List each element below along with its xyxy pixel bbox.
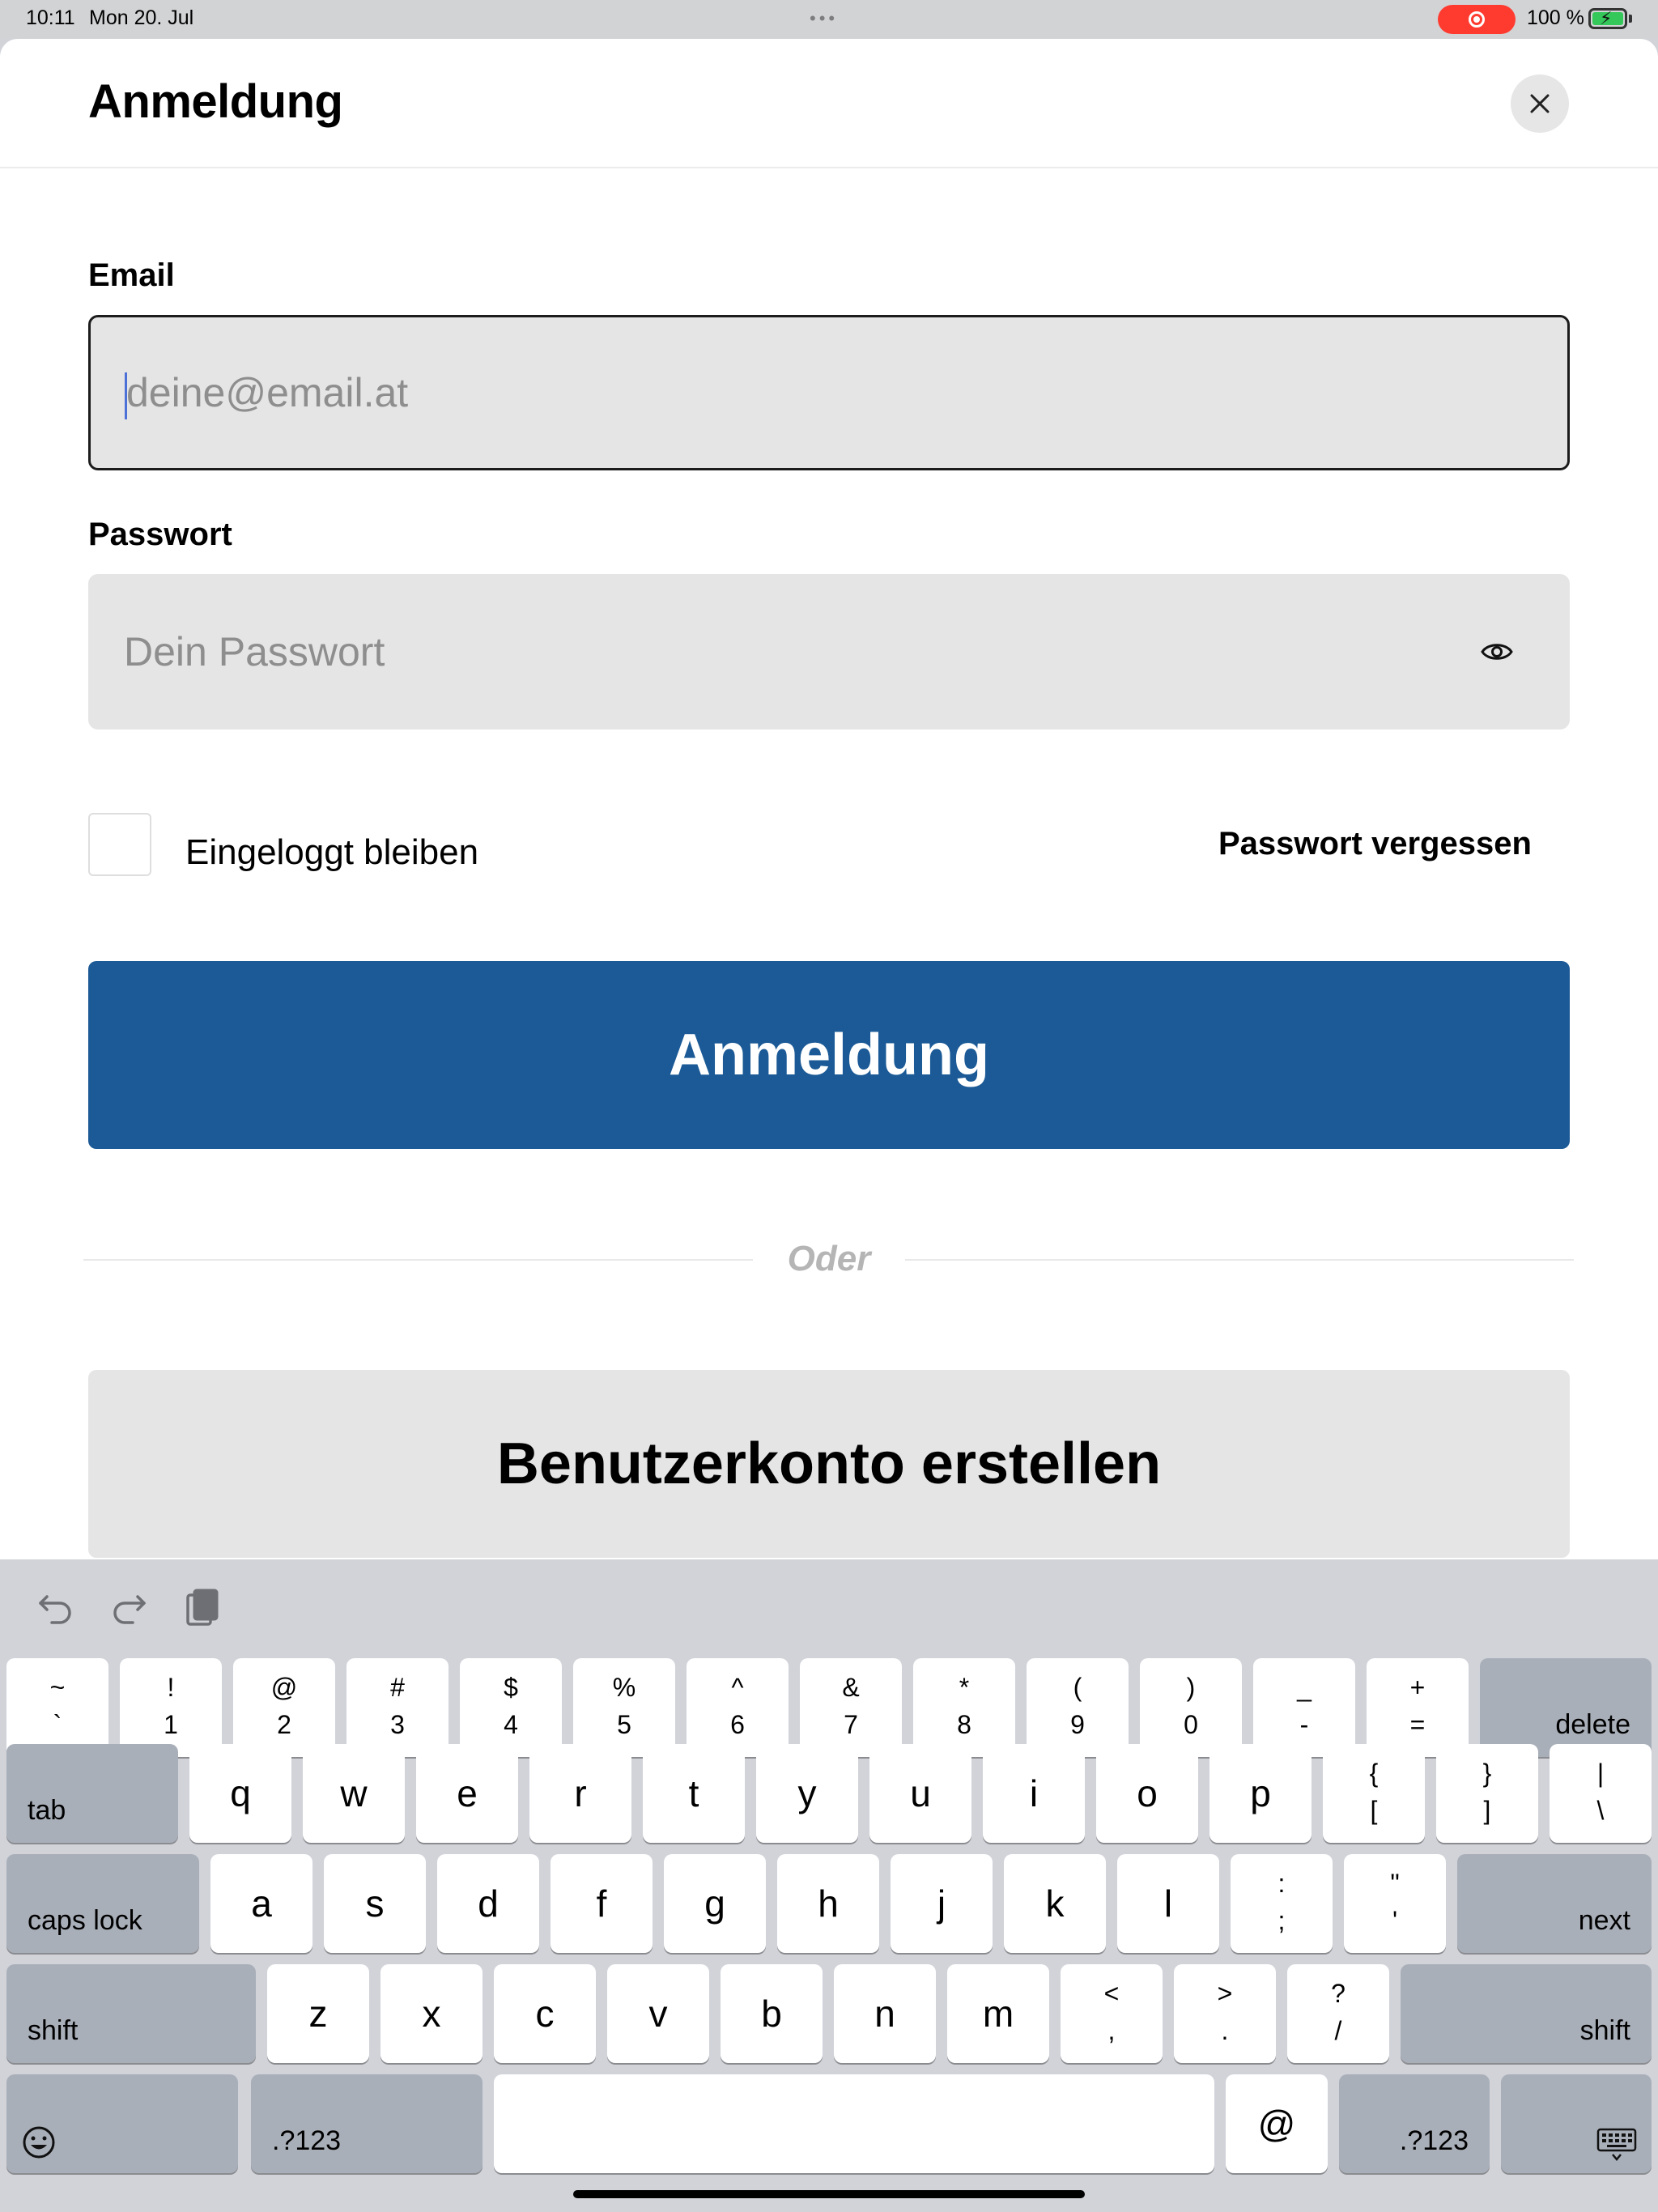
- key-label: shift: [1579, 2015, 1630, 2046]
- key-label: .?123: [1399, 2125, 1469, 2156]
- login-button[interactable]: Anmeldung: [88, 961, 1570, 1149]
- key-label: o: [1137, 1772, 1158, 1814]
- key-shift-label: ?: [1331, 1979, 1346, 2008]
- key-shift-label: {: [1369, 1759, 1379, 1788]
- key-sym-2[interactable]: [1550, 1744, 1652, 1843]
- caps-lock-key[interactable]: [6, 1854, 199, 1953]
- key-angle-0[interactable]: [1061, 1964, 1163, 2063]
- key-label: 0: [1184, 1710, 1198, 1739]
- password-field-container[interactable]: [88, 574, 1570, 730]
- screen-recording-icon[interactable]: [1438, 5, 1516, 34]
- key-shift-label: #: [390, 1673, 405, 1702]
- keyboard-dismiss-icon: [1501, 2074, 1652, 2173]
- key-shift-label: }: [1482, 1759, 1492, 1788]
- key-punct-0[interactable]: [1231, 1854, 1333, 1953]
- key-label: g: [704, 1882, 725, 1925]
- key-label: 4: [504, 1710, 518, 1739]
- key-label: e: [457, 1772, 478, 1814]
- create-account-button[interactable]: Benutzerkonto erstellen: [88, 1370, 1570, 1558]
- key-sym-0[interactable]: [1323, 1744, 1425, 1843]
- key-label: ;: [1278, 1906, 1286, 1935]
- key-2[interactable]: [233, 1658, 335, 1757]
- key-u[interactable]: [869, 1744, 971, 1843]
- key-label: t: [688, 1772, 699, 1814]
- key-label: z: [308, 1993, 328, 2035]
- key-shift-label: |: [1596, 1759, 1605, 1788]
- key-5[interactable]: [573, 1658, 675, 1757]
- key-3[interactable]: [346, 1658, 449, 1757]
- key-label: x: [422, 1993, 441, 2035]
- key-m[interactable]: [947, 1964, 1049, 2063]
- key-angle-2[interactable]: [1287, 1964, 1389, 2063]
- key-d[interactable]: [437, 1854, 539, 1953]
- key-shift-label: ~: [49, 1673, 66, 1702]
- key-label: 2: [277, 1710, 291, 1739]
- sheet-header: [0, 39, 1658, 168]
- email-field[interactable]: [126, 317, 1422, 468]
- key-label: `: [53, 1710, 62, 1739]
- key-1[interactable]: [120, 1658, 222, 1757]
- key-g[interactable]: [664, 1854, 766, 1953]
- key-y[interactable]: [756, 1744, 858, 1843]
- key-label: 9: [1070, 1710, 1085, 1739]
- key-4[interactable]: [460, 1658, 562, 1757]
- key-label: m: [982, 1993, 1014, 2035]
- key-label: 1: [164, 1710, 178, 1739]
- key-w[interactable]: [303, 1744, 405, 1843]
- key-label: y: [797, 1772, 817, 1814]
- key-label: next: [1578, 1905, 1630, 1936]
- key-b[interactable]: [721, 1964, 823, 2063]
- redo-icon[interactable]: [108, 1587, 149, 1627]
- key-label: a: [251, 1882, 272, 1925]
- forgot-password-link[interactable]: Passwort vergessen: [1218, 826, 1532, 861]
- show-password-eye-icon[interactable]: [1481, 640, 1513, 663]
- status-date: Mon 20. Jul: [89, 6, 194, 29]
- key-shift-label: &: [842, 1673, 860, 1702]
- charging-bolt-icon: ⚡: [1600, 8, 1613, 28]
- close-icon: [1528, 92, 1551, 115]
- keyboard-dismiss-key[interactable]: [1501, 2074, 1652, 2173]
- shift-right-key[interactable]: [1401, 1964, 1652, 2063]
- key-shift-label: >: [1217, 1979, 1233, 2008]
- key-i[interactable]: [983, 1744, 1085, 1843]
- divider-line-right: [905, 1259, 1574, 1261]
- key-n[interactable]: [834, 1964, 936, 2063]
- key-q[interactable]: [189, 1744, 291, 1843]
- key-e[interactable]: [416, 1744, 518, 1843]
- key-label: i: [1029, 1772, 1039, 1814]
- key-label: 6: [730, 1710, 745, 1739]
- key-label: tab: [28, 1795, 66, 1826]
- key-8[interactable]: [913, 1658, 1015, 1757]
- key-label: ,: [1107, 2016, 1116, 2045]
- key-label: 8: [957, 1710, 971, 1739]
- divider-label: Oder: [787, 1239, 871, 1278]
- key-angle-1[interactable]: [1174, 1964, 1276, 2063]
- key-shift-label: +: [1409, 1673, 1426, 1702]
- key-=[interactable]: [1367, 1658, 1469, 1757]
- password-field[interactable]: [124, 574, 1419, 730]
- key-h[interactable]: [777, 1854, 879, 1953]
- key-shift-label: ": [1390, 1869, 1400, 1898]
- key-p[interactable]: [1209, 1744, 1312, 1843]
- key-label: ': [1392, 1906, 1398, 1935]
- key-sym-1[interactable]: [1436, 1744, 1538, 1843]
- key-f[interactable]: [551, 1854, 653, 1953]
- key-s[interactable]: [324, 1854, 426, 1953]
- key-label: f: [596, 1882, 607, 1925]
- key-label: ]: [1483, 1796, 1491, 1825]
- email-label: Email: [88, 257, 175, 293]
- home-indicator[interactable]: [573, 2190, 1085, 2198]
- key-label: k: [1045, 1882, 1065, 1925]
- clipboard-icon[interactable]: [181, 1587, 222, 1627]
- key-label: \: [1596, 1796, 1605, 1825]
- key-shift-label: ^: [731, 1673, 744, 1702]
- key-a[interactable]: [210, 1854, 312, 1953]
- key-x[interactable]: [380, 1964, 483, 2063]
- key-label: h: [818, 1882, 839, 1925]
- multitasking-dots-icon[interactable]: •••: [810, 8, 839, 28]
- key-shift-label: (: [1073, 1673, 1082, 1702]
- key-label: l: [1163, 1882, 1173, 1925]
- key--[interactable]: [1253, 1658, 1355, 1757]
- key-label: j: [937, 1882, 946, 1925]
- key-shift-label: *: [959, 1673, 970, 1702]
- at-key[interactable]: [1226, 2074, 1328, 2173]
- software-keyboard: [0, 1559, 1658, 2212]
- email-field-container[interactable]: [88, 315, 1570, 470]
- emoji-key[interactable]: [6, 2074, 238, 2173]
- delete-key[interactable]: [1480, 1658, 1652, 1757]
- key-shift-label: @: [270, 1673, 298, 1702]
- numbers-key-right[interactable]: [1339, 2074, 1490, 2173]
- key-label: p: [1250, 1772, 1271, 1814]
- key-shift-label: ): [1186, 1673, 1196, 1702]
- remember-me-checkbox[interactable]: [88, 813, 151, 876]
- key-o[interactable]: [1096, 1744, 1198, 1843]
- numbers-key-left[interactable]: [251, 2074, 483, 2173]
- key-r[interactable]: [529, 1744, 631, 1843]
- page-title: Anmeldung: [88, 75, 343, 128]
- key-label: /: [1334, 2016, 1342, 2045]
- key-label: q: [230, 1772, 251, 1814]
- login-sheet: [0, 39, 1658, 1658]
- key-label: s: [365, 1882, 385, 1925]
- key-label: .?123: [272, 2125, 342, 2156]
- key-label: v: [648, 1993, 668, 2035]
- key-label: w: [340, 1772, 368, 1814]
- key-shift-label: $: [504, 1673, 518, 1702]
- key-label: .: [1221, 2016, 1229, 2045]
- key-punct-1[interactable]: [1344, 1854, 1446, 1953]
- emoji-icon: [6, 2074, 238, 2173]
- key-shift-label: _: [1297, 1673, 1312, 1702]
- key-label: u: [910, 1772, 931, 1814]
- key-shift-label: !: [167, 1673, 175, 1702]
- key-label: @: [1257, 2103, 1296, 2145]
- key-label: 7: [844, 1710, 858, 1739]
- key-label: r: [574, 1772, 587, 1814]
- status-bar: [0, 0, 1658, 39]
- divider-line-left: [83, 1259, 753, 1261]
- key-label: =: [1409, 1710, 1426, 1739]
- keyboard-shortcut-bar: [0, 1559, 1658, 1655]
- key-0[interactable]: [1140, 1658, 1242, 1757]
- key-t[interactable]: [643, 1744, 745, 1843]
- key-7[interactable]: [800, 1658, 902, 1757]
- key-z[interactable]: [267, 1964, 369, 2063]
- tab-key[interactable]: [6, 1744, 178, 1843]
- key-shift-label: <: [1103, 1979, 1120, 2008]
- key-label: caps lock: [28, 1905, 142, 1936]
- status-time: 10:11: [26, 6, 75, 29]
- next-key[interactable]: [1457, 1854, 1652, 1953]
- key-label: [: [1370, 1796, 1378, 1825]
- key-9[interactable]: [1027, 1658, 1129, 1757]
- key-j[interactable]: [891, 1854, 993, 1953]
- key-label: shift: [28, 2015, 79, 2046]
- key-label: -: [1299, 1710, 1309, 1739]
- key-label: c: [535, 1993, 555, 2035]
- undo-icon[interactable]: [36, 1587, 76, 1627]
- key-label: delete: [1555, 1709, 1630, 1740]
- key-`[interactable]: [6, 1658, 108, 1757]
- key-l[interactable]: [1117, 1854, 1219, 1953]
- key-label: 5: [617, 1710, 631, 1739]
- key-label: d: [478, 1882, 499, 1925]
- key-6[interactable]: [687, 1658, 789, 1757]
- key-v[interactable]: [607, 1964, 709, 2063]
- password-label: Passwort: [88, 517, 232, 552]
- space-key[interactable]: [494, 2074, 1214, 2173]
- shift-left-key[interactable]: [6, 1964, 256, 2063]
- close-button[interactable]: [1511, 74, 1569, 133]
- key-label: 3: [390, 1710, 405, 1739]
- key-shift-label: :: [1278, 1869, 1286, 1898]
- key-k[interactable]: [1004, 1854, 1106, 1953]
- key-shift-label: %: [612, 1673, 636, 1702]
- key-c[interactable]: [494, 1964, 596, 2063]
- key-label: b: [761, 1993, 782, 2035]
- remember-me-label[interactable]: Eingeloggt bleiben: [185, 832, 479, 872]
- key-label: n: [874, 1993, 895, 2035]
- battery-percent: 100 %: [1527, 6, 1584, 29]
